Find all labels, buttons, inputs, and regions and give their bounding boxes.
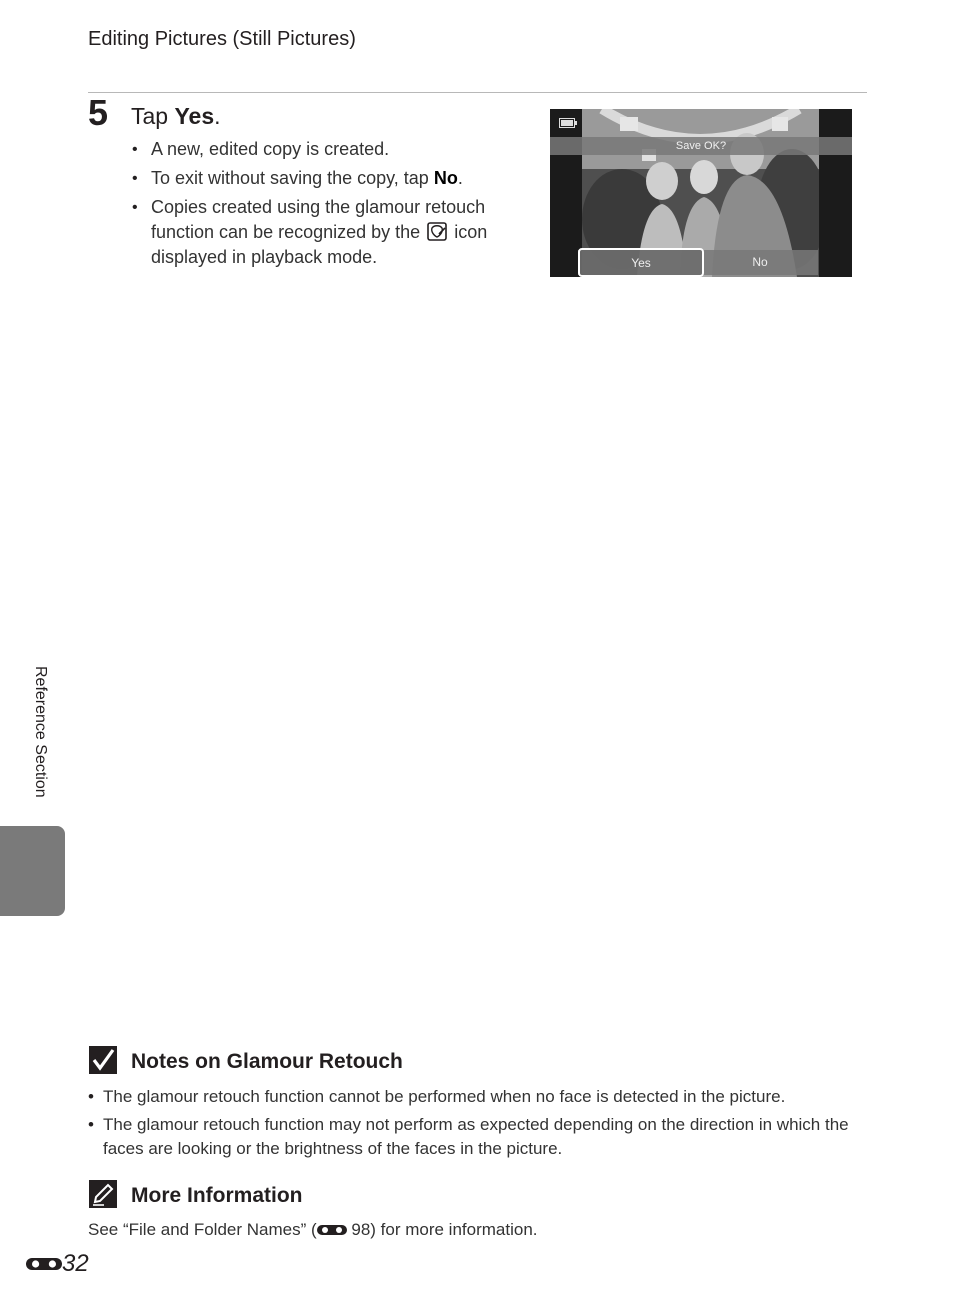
note-item: • The glamour retouch function may not perform as expected depending on the direction in which the faces are looking or the brightness of the faces in the picture.	[88, 1113, 868, 1161]
more-info-text-before: See “File and Folder Names” (	[88, 1220, 317, 1239]
more-info-ref-page: 98	[346, 1220, 371, 1239]
battery-icon	[559, 118, 575, 128]
bullet-strong: No	[433, 168, 458, 188]
reference-section-icon	[317, 1224, 347, 1236]
page-number	[26, 1250, 89, 1278]
checkmark-icon	[89, 1046, 117, 1074]
section-tab	[0, 826, 65, 916]
step-title-suffix: .	[214, 103, 221, 129]
step-bullet	[132, 195, 527, 270]
notes-list	[88, 1085, 868, 1165]
bullet-text: A new, edited copy is created.	[151, 139, 390, 159]
step-title-prefix: Tap	[131, 103, 175, 129]
side-section-label: Reference Section	[32, 666, 49, 798]
notes-title: Notes on Glamour Retouch	[131, 1050, 403, 1073]
step-number: 5	[88, 92, 109, 133]
camera-monitor-screen	[550, 109, 852, 277]
step-title-strong: Yes	[174, 103, 215, 129]
reference-section-icon	[26, 1256, 62, 1272]
battery-level	[561, 120, 573, 126]
glamour-retouch-icon	[427, 222, 447, 241]
more-info-text	[88, 1220, 538, 1240]
step-bullet-list	[132, 137, 527, 274]
page-number-value: 32	[62, 1250, 89, 1277]
pencil-icon	[89, 1180, 117, 1208]
more-info-text-after: ) for more information.	[370, 1220, 538, 1239]
bullet-text: Copies created using the glamour retouch function can be recognized by the	[151, 197, 486, 242]
bullet-text: To exit without saving the copy, tap	[151, 168, 434, 188]
step-title	[131, 103, 221, 130]
save-prompt: Save OK?	[550, 137, 852, 155]
bullet-text: .	[457, 168, 463, 188]
note-item: • The glamour retouch function cannot be performed when no face is detected in the picture.	[88, 1085, 868, 1109]
page-header-title: Editing Pictures (Still Pictures)	[88, 28, 356, 50]
step-bullet	[132, 166, 527, 191]
header-divider	[88, 92, 867, 93]
bullet-text: icon displayed in playback mode.	[151, 222, 488, 267]
more-info-title: More Information	[131, 1184, 303, 1207]
step-bullet	[132, 137, 527, 162]
no-button[interactable]: No	[752, 255, 768, 269]
yes-button[interactable]: Yes	[578, 248, 704, 277]
